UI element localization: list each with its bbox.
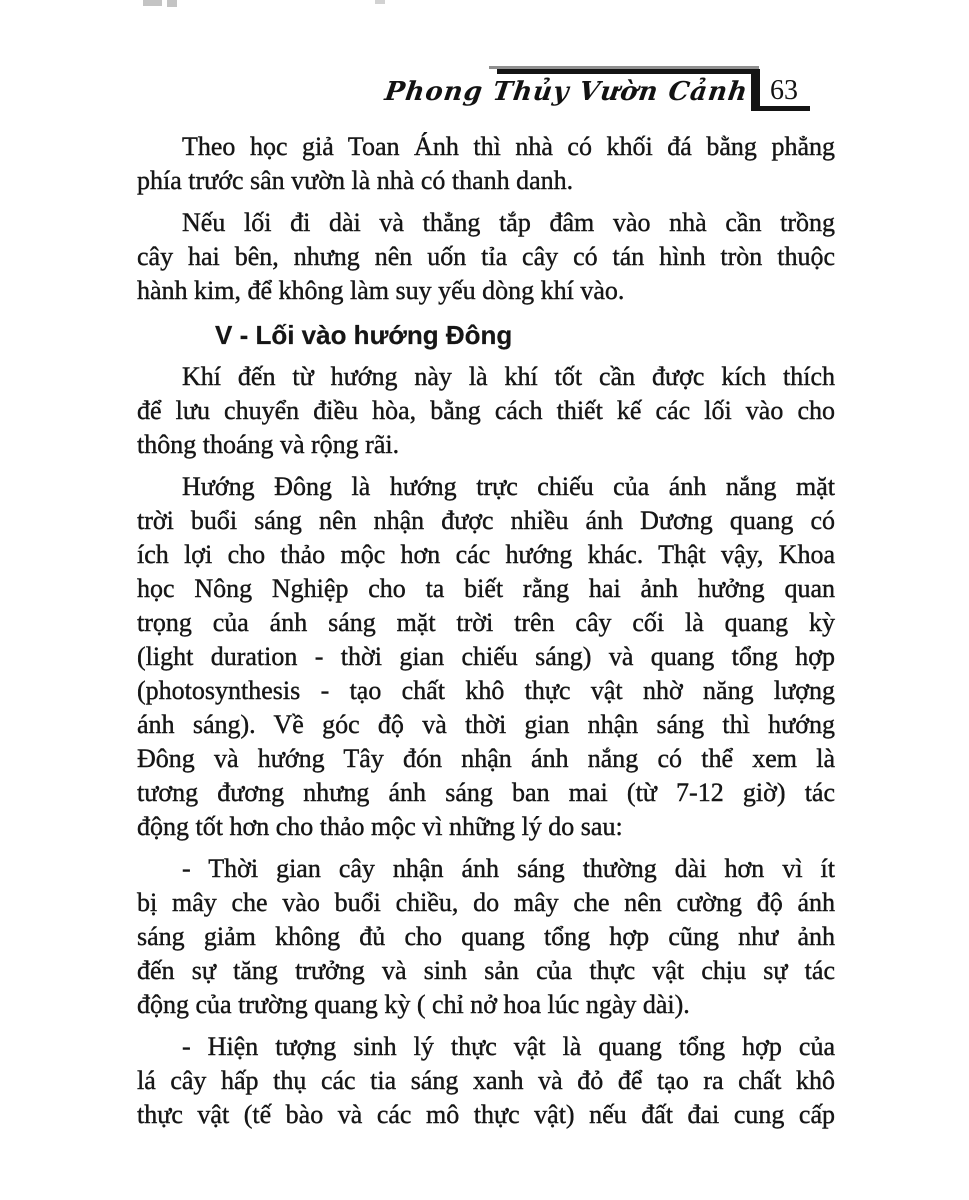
header-rule-corner [751, 69, 760, 111]
page-body [137, 130, 835, 1140]
text-line: động tốt hơn cho thảo mộc vì những lý do sau: [137, 812, 623, 841]
text-line: Đông và hướng Tây đón nhận ánh nắng có thể xem là [137, 744, 835, 773]
text-line: ích lợi cho thảo mộc hơn các hướng khác. Thật vậy, Khoa [137, 540, 835, 569]
text-line: hành kim, để không làm suy yếu dòng khí vào. [137, 276, 625, 305]
scan-artifact [167, 0, 177, 7]
text-line: lá cây hấp thụ các tia sáng xanh và đỏ để tạo ra chất khô [137, 1066, 835, 1095]
text-line: động của trường quang kỳ ( chỉ nở hoa lúc ngày dài). [137, 990, 690, 1019]
paragraph [137, 360, 835, 462]
paragraph [137, 130, 835, 198]
text-line: Theo học giả Toan Ánh thì nhà có khối đá bằng phẳng [182, 132, 835, 161]
paragraph [137, 470, 835, 844]
text-line: sáng giảm không đủ cho quang tổng hợp cũng như ảnh [137, 922, 835, 951]
paragraph [137, 206, 835, 308]
paragraph [137, 1030, 835, 1132]
text-line: tương đương nhưng ánh sáng ban mai (từ 7-12 giờ) tác [137, 778, 835, 807]
text-line: ánh sáng). Về góc độ và thời gian nhận sáng thì hướng [137, 710, 835, 739]
page-number: 63 [770, 75, 798, 106]
section-heading: V - Lối vào hướng Đông [215, 320, 513, 350]
header-rule-underline [751, 106, 810, 111]
scan-artifact [375, 0, 385, 4]
text-line: học Nông Nghiệp cho ta biết rằng hai ảnh hưởng quan [137, 574, 835, 603]
text-line: (light duration - thời gian chiếu sáng) và quang tổng hợp [137, 642, 835, 671]
text-line: phía trước sân vườn là nhà có thanh danh. [137, 166, 574, 195]
text-line: (photosynthesis - tạo chất khô thực vật nhờ năng lượng [137, 676, 835, 705]
text-line: Khí đến từ hướng này là khí tốt cần được kích thích [182, 362, 835, 391]
text-line: thông thoáng và rộng rãi. [137, 430, 400, 459]
text-line: thực vật (tế bào và các mô thực vật) nếu đất đai cung cấp [137, 1100, 835, 1129]
text-line: - Thời gian cây nhận ánh sáng thường dài hơn vì ít [182, 854, 835, 883]
header-rule-top [497, 69, 755, 74]
text-line: bị mây che vào buổi chiều, do mây che nên cường độ ánh [137, 888, 835, 917]
text-line: để lưu chuyển điều hòa, bằng cách thiết kế các lối vào cho [137, 396, 835, 425]
text-line: - Hiện tượng sinh lý thực vật là quang tổng hợp của [182, 1032, 835, 1061]
text-line: trời buổi sáng nên nhận được nhiều ánh Dương quang có [137, 506, 835, 535]
scan-artifact [143, 0, 162, 6]
book-title: Phong Thủy Vườn Cảnh [382, 77, 751, 107]
paragraph [137, 852, 835, 1022]
text-line: Hướng Đông là hướng trực chiếu của ánh nắng mặt [182, 472, 835, 501]
text-line: trọng của ánh sáng mặt trời trên cây cối là quang kỳ [137, 608, 835, 637]
text-line: đến sự tăng trưởng và sinh sản của thực vật chịu sự tác [137, 956, 835, 985]
text-line: Nếu lối đi dài và thẳng tắp đâm vào nhà cần trồng [182, 208, 835, 237]
text-line: cây hai bên, nhưng nên uốn tỉa cây có tán hình tròn thuộc [137, 242, 835, 271]
